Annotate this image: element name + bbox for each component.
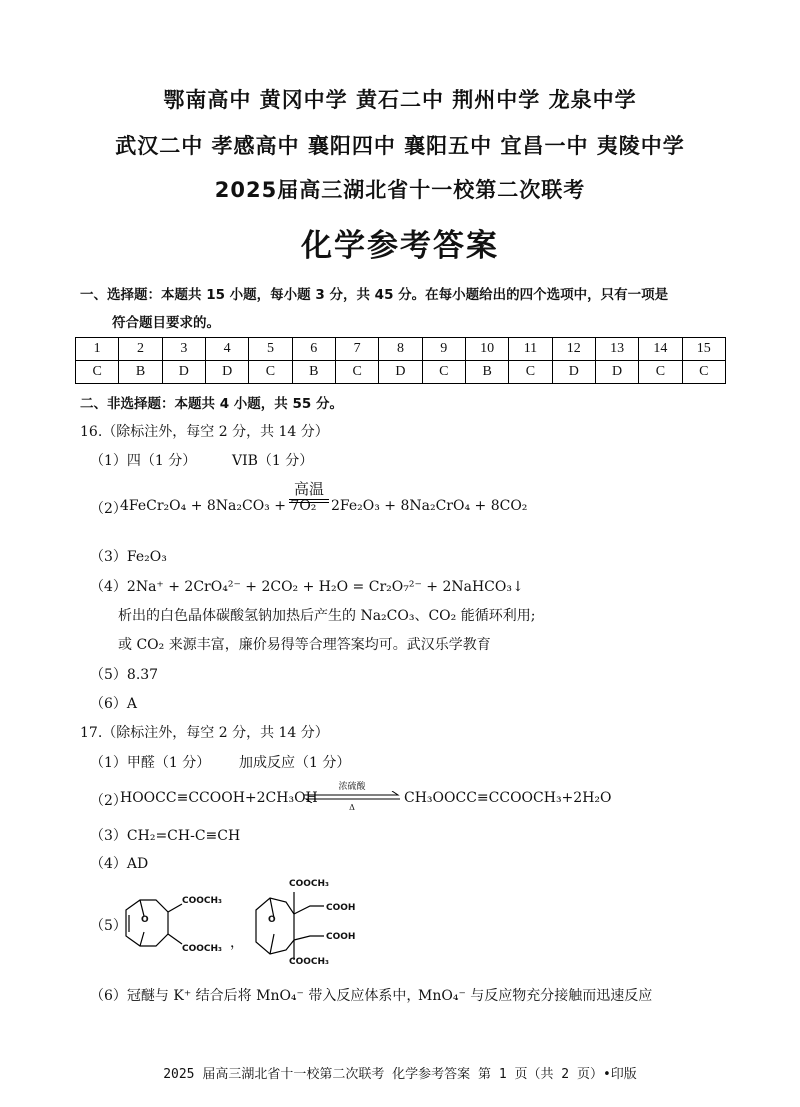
answer-cell: B [292, 361, 335, 384]
question-number: 3 [162, 338, 205, 361]
answer-cell: C [76, 361, 119, 384]
question-number: 15 [682, 338, 725, 361]
q16-equation-left: 4FeCr₂O₄ + 8Na₂CO₃ + 7O₂ [120, 498, 317, 514]
q17-answer-3: （3）CH₂=CH-C≡CH [90, 828, 241, 844]
q16-double-line [289, 499, 329, 503]
q16-equation-condition: 高温 [293, 480, 324, 498]
q16-answer-6: （6）A [90, 696, 138, 712]
answer-cell: B [119, 361, 162, 384]
answer-cell: D [379, 361, 422, 384]
answer-cell: D [595, 361, 638, 384]
q16-answer-4: （4）2Na⁺ + 2CrO₄²⁻ + 2CO₂ + H₂O = Cr₂O₇²⁻ + 2NaHCO₃↓ [90, 579, 524, 595]
reversible-arrow-icon [302, 791, 402, 803]
question-number: 8 [379, 338, 422, 361]
answer-cell: C [422, 361, 465, 384]
molecule-2-group-4: COOCH₃ [289, 957, 329, 967]
school-list-line-1: 鄂南高中 黄冈中学 黄石二中 荆州中学 龙泉中学 [163, 88, 637, 112]
answer-cell: C [682, 361, 725, 384]
q16-answer-1b: VIB（1 分） [232, 453, 314, 469]
answer-cell: C [249, 361, 292, 384]
q17-equation-left: HOOCC≡CCOOH+2CH₃OH [120, 790, 318, 806]
question-number: 12 [552, 338, 595, 361]
q17-equation-condition-bottom: Δ [349, 803, 355, 812]
molecule-1-group-2: COOCH₃ [182, 944, 222, 954]
molecule-2-structure-icon [250, 888, 350, 968]
molecule-1-group-1: COOCH₃ [182, 896, 222, 906]
molecule-2-group-2: COOH [326, 903, 356, 913]
q17-equation-right: CH₃OOCC≡CCOOCH₃+2H₂O [404, 790, 612, 806]
q16-title: 16.（除标注外，每空 2 分，共 14 分） [80, 424, 329, 440]
answer-table-number-row [76, 338, 726, 361]
page-footer: 2025 届高三湖北省十一校第二次联考 化学参考答案 第 1 页（共 2 页）•印版 [163, 1067, 637, 1082]
molecule-1-bridge-o: O [141, 915, 149, 925]
q16-answer-4-note-1: 析出的白色晶体碳酸氢钠加热后产生的 Na₂CO₃、CO₂ 能循环利用; [118, 608, 536, 624]
question-number: 13 [595, 338, 638, 361]
answer-cell: C [639, 361, 682, 384]
q16-answer-1: （1）四（1 分） [90, 453, 197, 469]
question-number: 4 [205, 338, 248, 361]
molecule-2-group-1: COOCH₃ [289, 879, 329, 889]
document-title: 化学参考答案 [301, 228, 499, 264]
q17-title: 17.（除标注外，每空 2 分，共 14 分） [80, 725, 329, 741]
q16-answer-4-note-2: 或 CO₂ 来源丰富，廉价易得等合理答案均可。武汉乐学教育 [118, 637, 491, 653]
q17-answer-4: （4）AD [90, 856, 149, 872]
question-number: 1 [76, 338, 119, 361]
q17-equation-condition-top: 浓硫酸 [338, 782, 366, 792]
q17-answer-1b: 加成反应（1 分） [239, 755, 351, 771]
question-number: 6 [292, 338, 335, 361]
question-number: 11 [509, 338, 552, 361]
answer-cell: B [465, 361, 508, 384]
q16-answer-3: （3）Fe₂O₃ [90, 549, 167, 565]
section2-heading: 二、非选择题：本题共 4 小题，共 55 分。 [80, 396, 343, 412]
question-number: 14 [639, 338, 682, 361]
molecule-2-group-3: COOH [326, 932, 356, 942]
exam-title: 2025届高三湖北省十一校第二次联考 [214, 178, 586, 202]
answer-cell: C [509, 361, 552, 384]
q17-answer-5-label: （5） [90, 918, 127, 934]
q17-answer-6-part-2: MnO₄⁻ 与反应物充分接触而迅速反应 [418, 988, 653, 1004]
q16-answer-5: （5）8.37 [90, 667, 159, 683]
question-number: 9 [422, 338, 465, 361]
section1-heading: 一、选择题：本题共 15 小题，每小题 3 分，共 45 分。在每小题给出的四个选项中，只有一项是 [80, 287, 669, 303]
answer-table [75, 337, 726, 384]
molecule-separator: ， [230, 935, 244, 951]
answer-cell: C [335, 361, 378, 384]
molecule-1-structure-icon [116, 888, 186, 958]
question-number: 10 [465, 338, 508, 361]
answer-cell: D [162, 361, 205, 384]
answer-cell: D [552, 361, 595, 384]
q16-answer-2-label: （2） [90, 501, 127, 517]
molecule-2-bridge-o: O [268, 915, 276, 925]
q17-answer-1: （1）甲醛（1 分） [90, 755, 211, 771]
q17-answer-2-label: （2） [90, 793, 127, 809]
question-number: 5 [249, 338, 292, 361]
q17-answer-6-part-1: （6）冠醚与 K⁺ 结合后将 MnO₄⁻ 带入反应体系中， [90, 988, 421, 1004]
question-number: 2 [119, 338, 162, 361]
section1-heading-cont: 符合题目要求的。 [112, 315, 220, 331]
school-list-line-2: 武汉二中 孝感高中 襄阳四中 襄阳五中 宜昌一中 夷陵中学 [115, 134, 685, 158]
answer-table-answer-row [76, 361, 726, 384]
question-number: 7 [335, 338, 378, 361]
answer-cell: D [205, 361, 248, 384]
q16-equation-right: 2Fe₂O₃ + 8Na₂CrO₄ + 8CO₂ [331, 498, 528, 514]
